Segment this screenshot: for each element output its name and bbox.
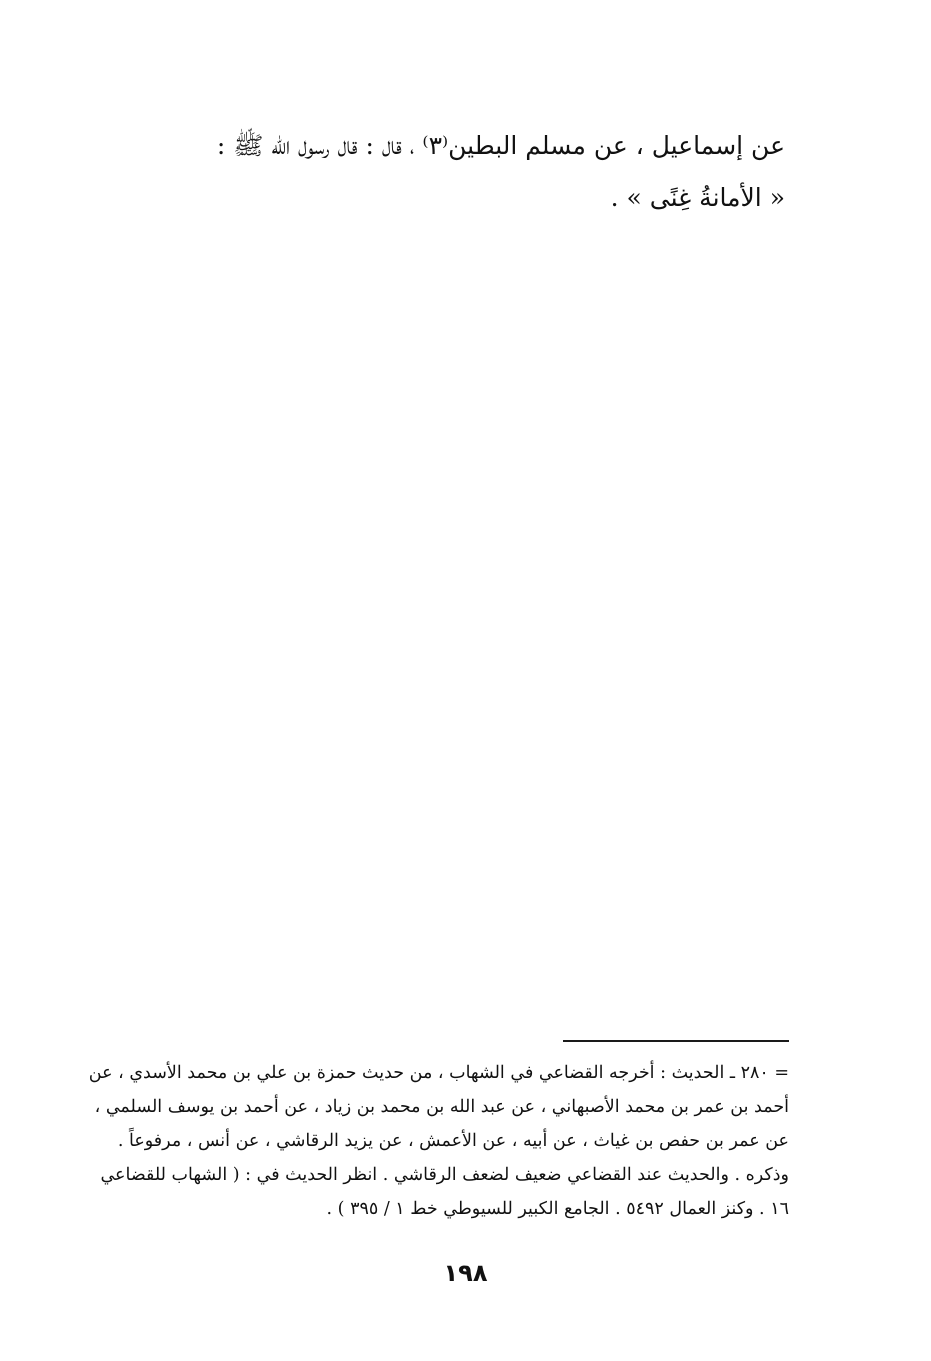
footnote-line: أحمد بن عمر بن محمد الأصبهاني ، عن عبد الله بن محمد بن زياد ، عن أحمد بن يوسف السلمي ، [94, 1097, 789, 1117]
footnotes [89, 1056, 789, 1226]
footnote-line: وذكره . والحديث عند القضاعي ضعيف لضعف الرقاشي . انظر الحديث في : ( الشهاب للقضاعي [100, 1165, 789, 1185]
main-text-line: « الأمانةُ غِنًى » . [610, 183, 785, 212]
page-number: ١٩٨ [443, 1259, 488, 1287]
footnote-line: = ٢٨٠ ـ الحديث : أخرجه القضاعي في الشهاب ، من حديث حمزة بن علي بن محمد الأسدي ، عن [88, 1063, 789, 1083]
footnote-line: عن عمر بن حفص بن غياث ، عن أبيه ، عن الأعمش ، عن يزيد الرقاشي ، عن أنس ، مرفوعاً . [117, 1131, 789, 1151]
main-text-line: عن إسماعيل ، عن مسلم البطين⁽٣⁾ ، قال : قال رسول الله ﷺ : [216, 131, 785, 160]
footnote-separator [563, 1040, 789, 1042]
main-text [185, 120, 785, 224]
footnote-line: ١٦ . وكنز العمال ٥٤٩٢ . الجامع الكبير للسيوطي خط ١ / ٣٩٥ ) . [326, 1199, 789, 1219]
